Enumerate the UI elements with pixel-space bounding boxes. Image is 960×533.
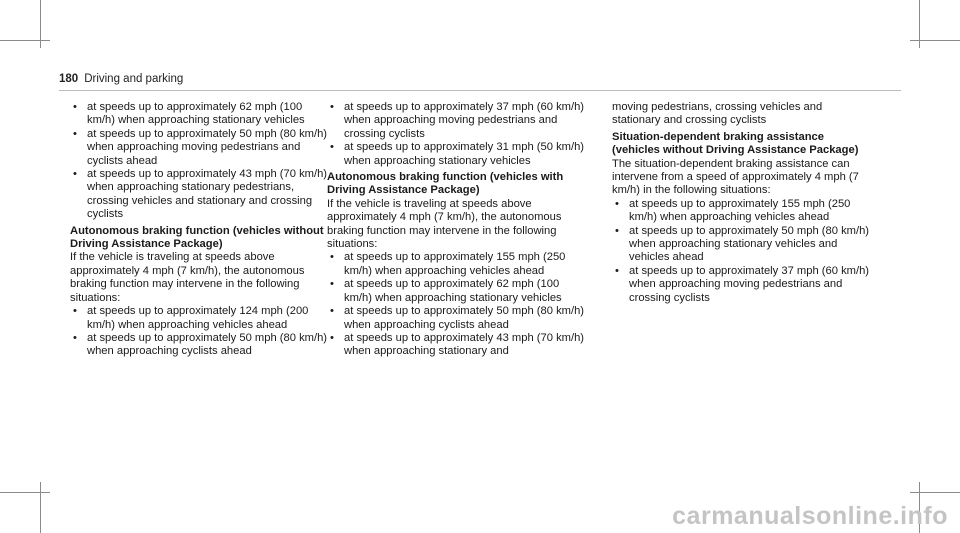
bullet-glyph: • [615, 264, 619, 277]
crop-mark [0, 492, 50, 493]
crop-mark [910, 40, 960, 41]
bullet-text: at speeds up to approximately 50 mph (80 km/h) when approaching cyclists ahead [87, 331, 328, 358]
paragraph: moving pedestrians, crossing vehicles and stationary and crossing cyclists [612, 101, 823, 127]
paragraph: If the vehicle is traveling at speeds above approximately 4 mph (7 km/h), the autonomous braking function may intervene in the following situations: [70, 251, 305, 304]
paragraph: If the vehicle is traveling at speeds above approximately 4 mph (7 km/h), the autonomous braking function may intervene in the following situations: [327, 197, 562, 251]
bullet-glyph: • [73, 168, 77, 181]
section-heading: Autonomous braking function (vehicles without Driving Assistance Package) [70, 224, 324, 251]
bullet-item [612, 225, 872, 265]
section-heading: Situation-dependent braking assistance (vehicles without Driving Assistance Package) [612, 130, 859, 157]
crop-mark [910, 492, 960, 493]
bullet-text: at speeds up to approximately 62 mph (100 km/h) when approaching stationary vehicles [344, 278, 562, 304]
bullet-item [612, 265, 872, 305]
bullet-text: at speeds up to approximately 50 mph (80 km/h) when approaching moving pedestrians and cyclists ahead [87, 127, 328, 167]
bullet-glyph: • [330, 305, 334, 318]
bullet-text: at speeds up to approximately 31 mph (50 km/h) when approaching stationary vehicles [344, 141, 585, 167]
bullet-glyph: • [330, 141, 334, 154]
bullet-item [327, 332, 587, 359]
bullet-item [327, 251, 587, 278]
paragraph: The situation-dependent braking assistance can intervene from a speed of approximately 4 mph (7 km/h) in the following situations: [612, 157, 859, 197]
text-column-2 [327, 101, 587, 359]
bullet-item [612, 198, 872, 225]
bullet-item [70, 128, 330, 168]
bullet-item [327, 101, 587, 141]
bullet-glyph: • [615, 197, 619, 210]
section-title: Driving and parking [84, 73, 184, 85]
bullet-text: at speeds up to approximately 50 mph (80 km/h) when approaching stationary vehicles and vehicles ahead [629, 224, 870, 264]
bullet-text: at speeds up to approximately 43 mph (70 km/h) when approaching stationary and [344, 331, 585, 358]
bullet-item [327, 278, 587, 305]
page-number: 180 [59, 73, 79, 85]
bullet-text: at speeds up to approximately 155 mph (250 km/h) when approaching vehicles ahead [344, 251, 566, 277]
bullet-text: at speeds up to approximately 50 mph (80 km/h) when approaching cyclists ahead [344, 305, 585, 331]
bullet-glyph: • [330, 278, 334, 291]
bullet-text: at speeds up to approximately 62 mph (100 km/h) when approaching stationary vehicles [87, 101, 305, 127]
bullet-glyph: • [330, 331, 334, 344]
bullet-glyph: • [330, 251, 334, 264]
bullet-text: at speeds up to approximately 43 mph (70 km/h) when approaching stationary pedestrians, crossing vehicles and stationary and crossing cyclists [87, 168, 328, 221]
bullet-item [327, 141, 587, 168]
bullet-item [70, 101, 330, 128]
header-divider [59, 90, 901, 91]
bullet-item [70, 168, 330, 222]
text-column-3 [612, 101, 872, 305]
bullet-item [327, 305, 587, 332]
bullet-glyph: • [73, 305, 77, 318]
crop-mark [0, 40, 50, 41]
bullet-glyph: • [615, 224, 619, 237]
bullet-text: at speeds up to approximately 124 mph (200 km/h) when approaching vehicles ahead [87, 305, 309, 331]
crop-mark [40, 482, 41, 533]
text-column-1 [70, 101, 330, 359]
bullet-glyph: • [330, 101, 334, 113]
page-header [59, 73, 183, 85]
bullet-glyph: • [73, 127, 77, 140]
section-heading: Autonomous braking function (vehicles with Driving Assistance Package) [327, 171, 564, 197]
bullet-text: at speeds up to approximately 155 mph (250 km/h) when approaching vehicles ahead [629, 197, 851, 224]
bullet-item [70, 332, 330, 359]
bullet-text: at speeds up to approximately 37 mph (60 km/h) when approaching moving pedestrians and crossing cyclists [629, 264, 870, 304]
bullet-item [70, 305, 330, 332]
bullet-glyph: • [73, 101, 77, 113]
bullet-text: at speeds up to approximately 37 mph (60 km/h) when approaching moving pedestrians and crossing cyclists [344, 101, 585, 140]
watermark: carmanualsonline.info [672, 502, 948, 530]
bullet-glyph: • [73, 331, 77, 344]
